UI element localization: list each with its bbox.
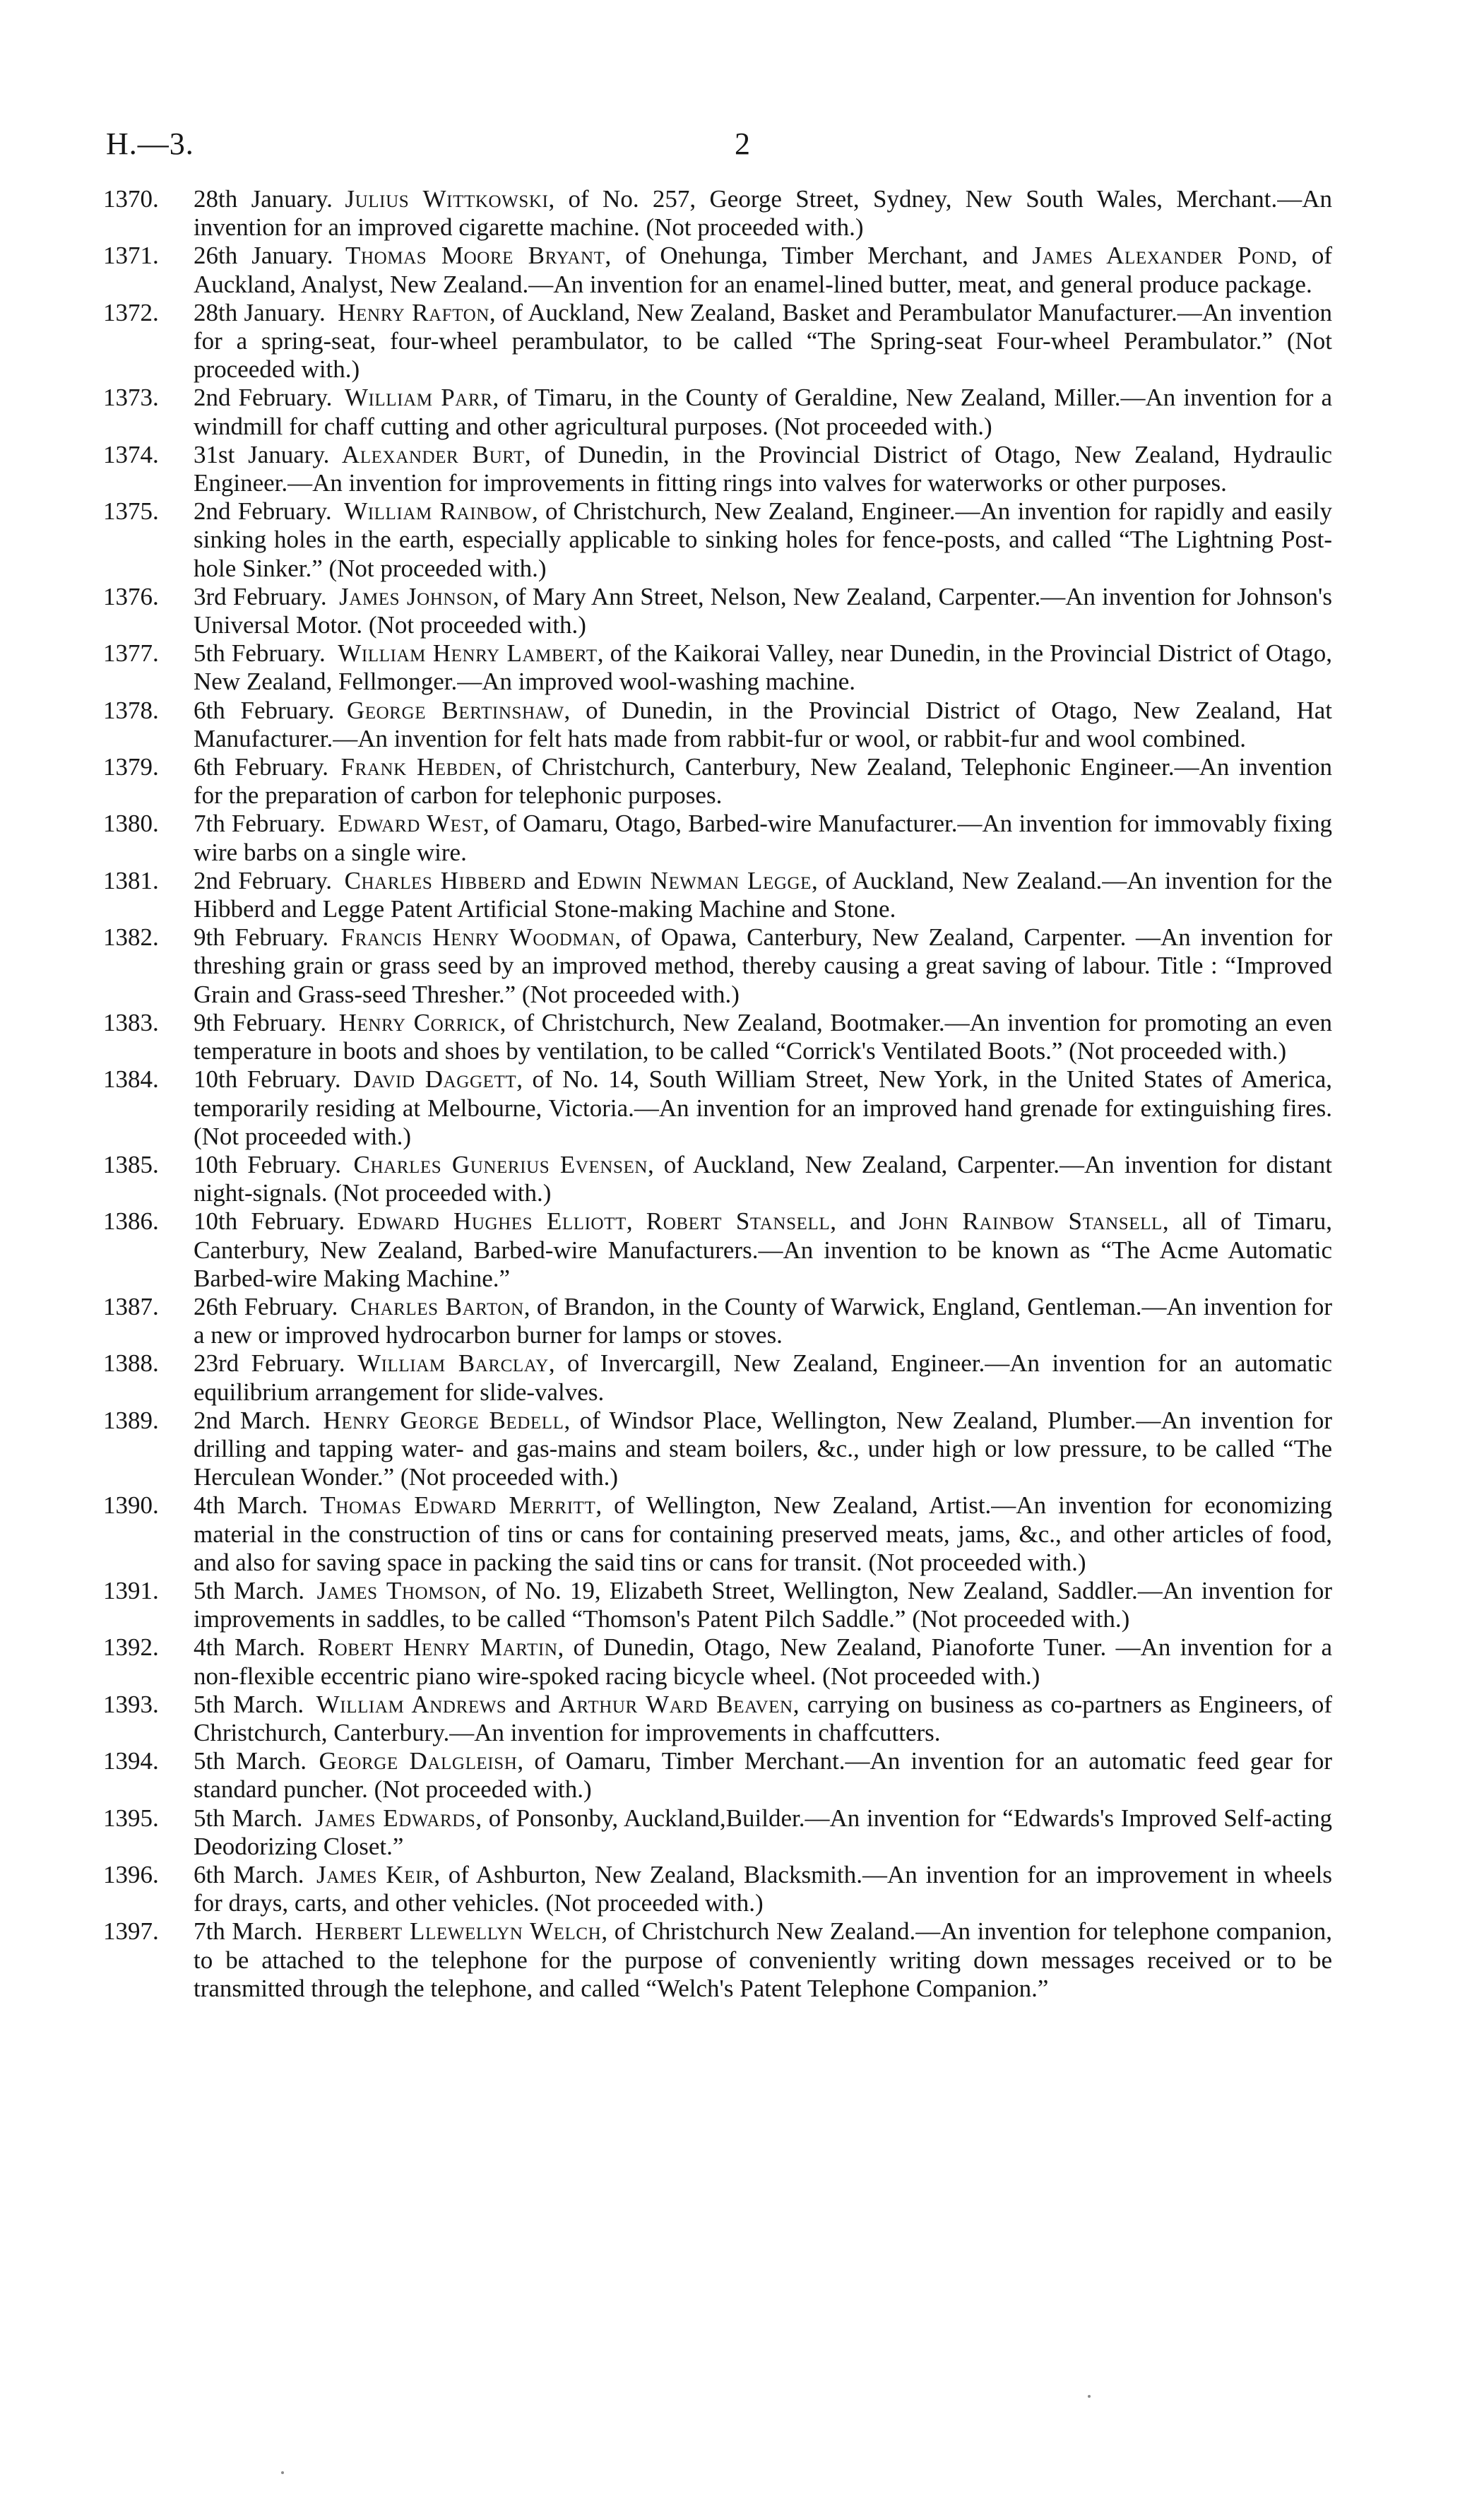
entry-number: 1376. [103, 582, 159, 610]
applicant-name: Charles Gunerius Evensen [353, 1150, 648, 1178]
applicant-name: Henry Corrick [338, 1008, 500, 1036]
entry-number: 1395. [103, 1804, 159, 1832]
entry-text [194, 497, 1332, 583]
entry-number: 1383. [103, 1008, 159, 1036]
entry-number: 1386. [103, 1207, 159, 1236]
patent-entry [103, 1065, 1332, 1151]
entry-description: , of the Kaikorai Valley, near Dunedin, in the Provincial District of Otago, New Zealand, Fellmonger.—An improved wool-washing machine. [194, 639, 1333, 696]
entry-date: 5th March. [194, 1804, 303, 1832]
entry-number: 1389. [103, 1406, 159, 1434]
entry-text [194, 1065, 1332, 1151]
applicant-name: Charles Barton [350, 1292, 524, 1320]
entry-date: 10th February. [194, 1065, 341, 1094]
entry-date: 7th March. [194, 1917, 303, 1946]
entry-text [194, 1293, 1332, 1349]
entry-text [194, 1349, 1332, 1406]
entry-description: , of Timaru, in the County of Geraldine, New Zealand, Miller.—An invention for a windmill for chaff cutting and other agricultural purposes. (Not proceeded with.) [194, 384, 1332, 440]
applicant-name: Henry Rafton [338, 298, 489, 326]
applicant-name: Herbert Llewellyn Welch [314, 1917, 602, 1946]
patent-entry [103, 810, 1332, 866]
entry-description: , of Oamaru, Otago, Barbed-wire Manufacturer.—An invention for immovably fixing wire barbs on a single wire. [194, 810, 1332, 866]
patent-entry [103, 867, 1332, 923]
entry-text [194, 185, 1332, 242]
applicant-name: William Rainbow [344, 497, 532, 526]
entry-number: 1379. [103, 753, 159, 781]
entry-text [194, 583, 1332, 639]
entry-date: 31st January. [194, 440, 330, 468]
entry-description: , of No. 257, George Street, Sydney, New South Wales, Merchant.—An invention for an improved cigarette machine. (Not proceeded with.) [194, 185, 1333, 242]
entry-date: 6th February. [194, 696, 335, 724]
entry-description: , of Dunedin, Otago, New Zealand, Pianoforte Tuner. —An invention for a non-flexible eccentric piano wire-spoked racing bicycle wheel. (Not proceeded with.) [194, 1633, 1332, 1690]
entry-date: 5th February. [194, 639, 326, 668]
entry-number: 1378. [103, 696, 159, 724]
entry-description: , of Onehunga, Timber Merchant, and [605, 242, 1033, 270]
entry-text [194, 1861, 1332, 1917]
print-speck [1088, 2395, 1091, 2398]
patent-entry [103, 1633, 1332, 1690]
entry-date: 6th February. [194, 753, 328, 781]
print-speck [281, 2471, 284, 2474]
entry-description: , of Windsor Place, Wellington, New Zealand, Plumber.—An invention for drilling and tapping water- and gas-mains and steam boilers, &c., under high or low pressure, to be called “The Herculean Wonder.” (Not proceeded with.) [194, 1406, 1332, 1491]
entry-text [194, 810, 1332, 866]
applicant-name: Robert Stansell [646, 1207, 831, 1236]
entry-text [194, 299, 1332, 384]
entry-number: 1377. [103, 639, 159, 668]
entry-description: , of Christchurch, Canterbury, New Zealand, Telephonic Engineer.—An invention for the preparation of carbon for telephonic purposes. [194, 753, 1333, 810]
entry-text [194, 1633, 1332, 1690]
patent-entry [103, 697, 1332, 753]
applicant-name: Edward West [338, 810, 483, 838]
entry-description: , of Ashburton, New Zealand, Blacksmith.—An invention for an improvement in wheels for drays, carts, and other vehicles. (Not proceeded with.) [194, 1860, 1332, 1917]
entry-description: , of Christchurch New Zealand.—An invention for telephone companion, to be attached to the telephone for the purpose of conveniently writing down messages received or to be transmitted through the telephone, and called “Welch's Patent Telephone Companion.” [194, 1917, 1332, 2002]
patent-entry [103, 441, 1332, 497]
entry-text [194, 1207, 1332, 1293]
entry-date: 26th February. [194, 1292, 338, 1320]
entry-description: , and [830, 1207, 899, 1236]
applicant-name: John Rainbow Stansell [898, 1207, 1163, 1236]
entry-number: 1381. [103, 866, 159, 894]
entry-description: , of Dunedin, in the Provincial District of Otago, New Zealand, Hat Manufacturer.—An invention for felt hats made from rabbit-fur or wool, or rabbit-fur and wool combined. [194, 696, 1332, 752]
entry-text [194, 441, 1332, 497]
entry-text [194, 1491, 1332, 1577]
entry-number: 1375. [103, 497, 159, 526]
applicant-name: Thomas Moore Bryant [345, 242, 605, 270]
entry-number: 1385. [103, 1150, 159, 1178]
entry-date: 28th January. [194, 185, 333, 213]
entry-text [194, 1691, 1332, 1747]
entry-date: 2nd March. [194, 1406, 311, 1434]
entry-number: 1391. [103, 1576, 159, 1604]
applicant-name: David Daggett [353, 1065, 517, 1094]
entry-description: , of Oamaru, Timber Merchant.—An invention for an automatic feed gear for standard puncher. (Not proceeded with.) [194, 1747, 1332, 1804]
entry-text [194, 1747, 1332, 1804]
entry-number: 1370. [103, 185, 159, 213]
applicant-name: Arthur Ward Beaven [558, 1690, 793, 1718]
entry-number: 1371. [103, 242, 159, 270]
patent-entries-list [103, 185, 1332, 2003]
entry-number: 1392. [103, 1633, 159, 1662]
entry-number: 1380. [103, 810, 159, 838]
report-reference: H.—3. [106, 126, 194, 161]
entry-date: 23rd February. [194, 1349, 345, 1378]
entry-text [194, 242, 1332, 298]
entry-text [194, 923, 1332, 1009]
entry-text [194, 1009, 1332, 1065]
entry-date: 2nd February. [194, 866, 333, 894]
patent-entry [103, 497, 1332, 583]
entry-text [194, 1804, 1332, 1861]
page-header [106, 126, 1377, 168]
applicant-name: George Dalgleish [319, 1747, 518, 1775]
applicant-name: Henry George Bedell [323, 1406, 564, 1434]
entry-date: 10th February. [194, 1150, 342, 1178]
entry-description: , of No. 14, South William Street, New York, in the United States of America, temporarily residing at Melbourne, Victoria.—An invention for an improved hand grenade for extinguishing fires. (Not proceeded with.) [194, 1065, 1333, 1150]
applicant-name: Charles Hibberd [344, 866, 526, 894]
patent-entry [103, 299, 1332, 384]
entry-text [194, 1917, 1332, 2003]
entry-description: , of Christchurch, New Zealand, Engineer.—An invention for rapidly and easily sinking holes in the earth, especially applicable to sinking holes for fence-posts, and called “The Lightning Post-hole Sinker.” (Not proceeded with.) [194, 497, 1332, 582]
entry-date: 5th March. [194, 1747, 307, 1775]
entry-number: 1397. [103, 1917, 159, 1946]
entry-date: 26th January. [194, 242, 333, 270]
entry-text [194, 639, 1332, 696]
applicant-name: Alexander Burt [341, 440, 525, 468]
entry-description: , of Wellington, New Zealand, Artist.—An invention for economizing material in the construction of tins or cans for containing preserved meats, jams, &c., and other articles of food, and also for saving space in packing the said tins or cans for transit. (Not proceeded with.) [194, 1491, 1332, 1576]
patent-entry [103, 1407, 1332, 1492]
entry-text [194, 867, 1332, 923]
entry-number: 1396. [103, 1860, 159, 1888]
patent-entry [103, 1293, 1332, 1349]
page-number: 2 [735, 126, 750, 161]
applicant-name: Frank Hebden [340, 753, 497, 781]
patent-entry [103, 242, 1332, 298]
entry-date: 3rd February. [194, 582, 327, 610]
applicant-name: George Bertinshaw [346, 696, 564, 724]
entry-number: 1390. [103, 1491, 159, 1520]
patent-entry [103, 923, 1332, 1009]
entry-number: 1384. [103, 1065, 159, 1094]
entry-description: , of Christchurch, New Zealand, Bootmaker.—An invention for promoting an even temperature in boots and shoes by ventilation, to be called “Corrick's Ventilated Boots.” (Not proceeded with.) [194, 1008, 1332, 1065]
applicant-name: James Keir [316, 1860, 434, 1888]
entry-description: , of Dunedin, in the Provincial District of Otago, New Zealand, Hydraulic Engineer.—An invention for improvements in fitting rings into valves for waterworks or other purposes. [194, 440, 1332, 497]
applicant-name: William Barclay [357, 1349, 549, 1378]
entry-description: , of Mary Ann Street, Nelson, New Zealand, Carpenter.—An invention for Johnson's Universal Motor. (Not proceeded with.) [194, 582, 1332, 639]
patent-entry [103, 1491, 1332, 1577]
entry-date: 4th March. [194, 1491, 308, 1520]
applicant-name: James Johnson [339, 582, 493, 610]
entry-description: , of Invercargill, New Zealand, Engineer.—An invention for an automatic equilibrium arrangement for slide-valves. [194, 1349, 1332, 1406]
entry-text [194, 753, 1332, 810]
entry-description: , of No. 19, Elizabeth Street, Wellington, New Zealand, Saddler.—An invention for improvements in saddles, to be called “Thomson's Patent Pilch Saddle.” (Not proceeded with.) [194, 1576, 1332, 1633]
applicant-name: James Edwards [314, 1804, 476, 1832]
entry-description: , of Auckland, Analyst, New Zealand.—An invention for an enamel-lined butter, meat, and general produce package. [194, 242, 1333, 298]
entry-date: 6th March. [194, 1860, 304, 1888]
patent-entry [103, 583, 1332, 639]
entry-text [194, 384, 1332, 440]
entry-number: 1387. [103, 1292, 159, 1320]
patent-entry [103, 384, 1332, 440]
entry-description: , of Brandon, in the County of Warwick, England, Gentleman.—An invention for a new or improved hydrocarbon burner for lamps or stoves. [194, 1292, 1332, 1349]
applicant-name: Francis Henry Woodman [340, 923, 615, 952]
entry-description: and [526, 866, 577, 894]
entry-text [194, 1577, 1332, 1633]
applicant-name: Thomas Edward Merritt [320, 1491, 596, 1520]
entry-date: 28th January. [194, 298, 326, 326]
applicant-name: Robert Henry Martin [317, 1633, 558, 1662]
patent-entry [103, 1747, 1332, 1804]
entry-number: 1372. [103, 298, 159, 326]
entry-description: , of Opawa, Canterbury, New Zealand, Carpenter. —An invention for threshing grain or grass seed by an improved method, thereby causing a great saving of labour. Title : “Improved Grain and Grass-seed Thresher.” (Not proceeded with.) [194, 923, 1332, 1008]
entry-date: 7th February. [194, 810, 326, 838]
entry-description: , [626, 1207, 646, 1236]
entry-number: 1393. [103, 1690, 159, 1718]
entry-number: 1374. [103, 440, 159, 468]
entry-number: 1394. [103, 1747, 159, 1775]
entry-date: 9th February. [194, 923, 329, 952]
patent-entry [103, 1009, 1332, 1065]
entry-date: 9th February. [194, 1008, 327, 1036]
patent-entry [103, 185, 1332, 242]
patent-entry [103, 1804, 1332, 1861]
entry-text [194, 1151, 1332, 1207]
entry-date: 2nd February. [194, 497, 332, 526]
patent-entry [103, 753, 1332, 810]
applicant-name: Julius Wittkowski [345, 185, 549, 213]
entry-number: 1382. [103, 923, 159, 952]
applicant-name: William Henry Lambert [338, 639, 598, 668]
entry-description: and [506, 1690, 559, 1718]
entry-date: 4th March. [194, 1633, 306, 1662]
entry-number: 1388. [103, 1349, 159, 1378]
entry-date: 2nd February. [194, 384, 333, 412]
entry-text [194, 697, 1332, 753]
entry-description: , carrying on business as co-partners as Engineers, of Christchurch, Canterbury.—An invention for improvements in chaffcutters. [194, 1690, 1332, 1746]
patent-entry [103, 1349, 1332, 1406]
patent-entry [103, 1151, 1332, 1207]
entry-date: 10th February. [194, 1207, 345, 1236]
entry-number: 1373. [103, 384, 159, 412]
applicant-name: James Alexander Pond [1032, 242, 1292, 270]
applicant-name: James Thomson [316, 1576, 481, 1604]
patent-entry [103, 1577, 1332, 1633]
applicant-name: Edwin Newman Legge [576, 866, 812, 894]
patent-entry [103, 639, 1332, 696]
applicant-name: Edward Hughes Elliott [357, 1207, 627, 1236]
entry-description: , all of Timaru, Canterbury, New Zealand, Barbed-wire Manufacturers.—An invention to be known as “The Acme Automatic Barbed-wire Making Machine.” [194, 1207, 1332, 1292]
entry-description: , of Auckland, New Zealand.—An invention for the Hibberd and Legge Patent Artificial Stone-making Machine and Stone. [194, 866, 1333, 923]
entry-description: , of Ponsonby, Auckland,Builder.—An invention for “Edwards's Improved Self-acting Deodorizing Closet.” [194, 1804, 1332, 1860]
entry-description: , of Auckland, New Zealand, Carpenter.—An invention for distant night-signals. (Not proceeded with.) [194, 1150, 1333, 1207]
entry-description: , of Auckland, New Zealand, Basket and Perambulator Manufacturer.—An invention for a spring-seat, four-wheel perambulator, to be called “The Spring-seat Four-wheel Perambulator.” (Not proceeded with.) [194, 298, 1333, 384]
entry-text [194, 1407, 1332, 1492]
entry-date: 5th March. [194, 1690, 304, 1718]
patent-entry [103, 1861, 1332, 1917]
patent-entry [103, 1691, 1332, 1747]
applicant-name: William Andrews [316, 1690, 507, 1718]
applicant-name: William Parr [344, 384, 493, 412]
patent-entry [103, 1917, 1332, 2003]
entry-date: 5th March. [194, 1576, 305, 1604]
patent-entry [103, 1207, 1332, 1293]
